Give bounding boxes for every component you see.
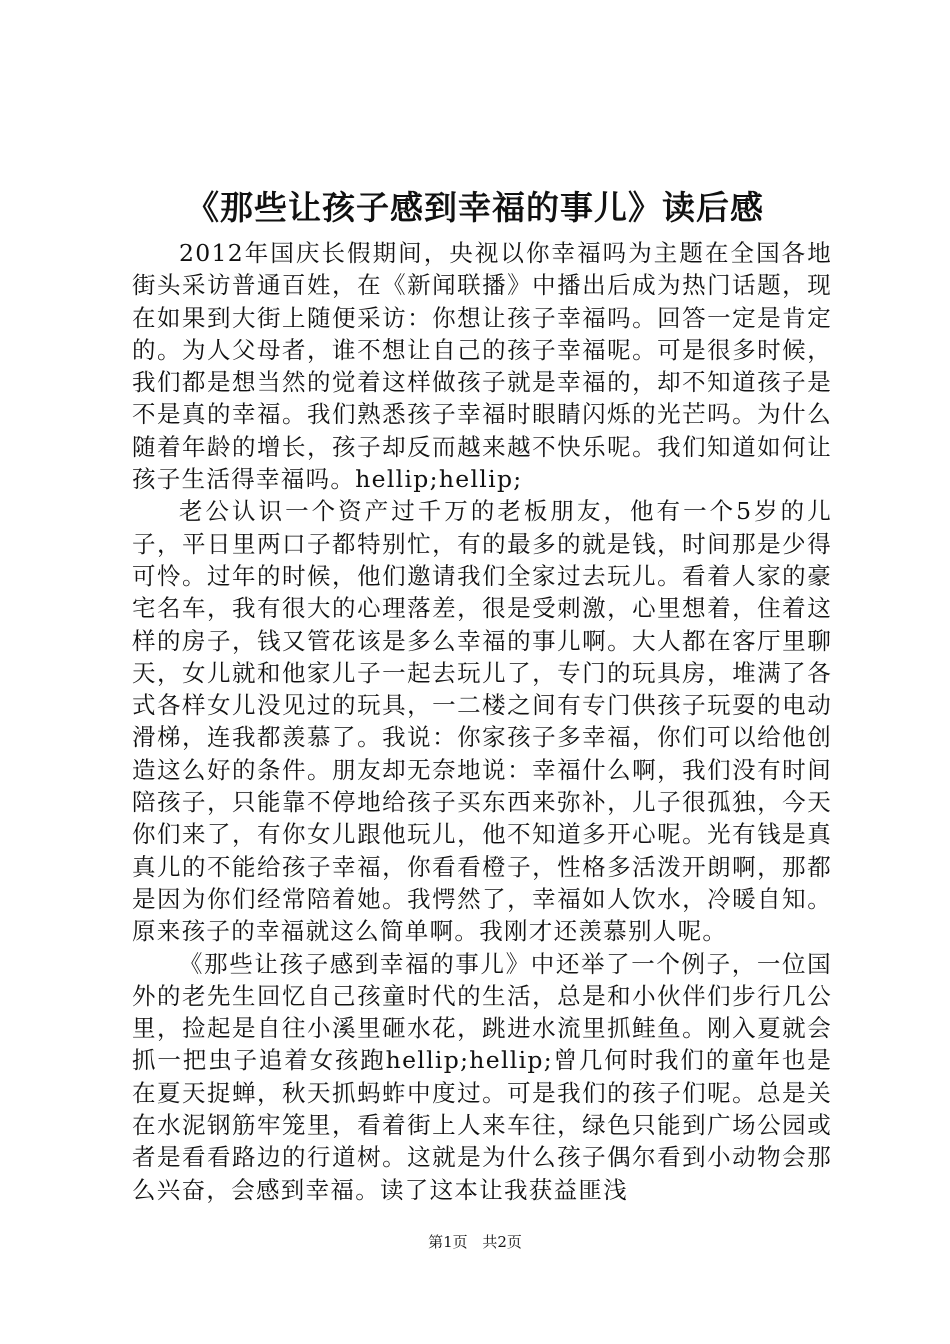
document-title: 《那些让孩子感到幸福的事儿》读后感: [186, 188, 764, 227]
paragraph: 《那些让孩子感到幸福的事儿》中还举了一个例子，一位国外的老先生回忆自己孩童时代的生活，总是和小伙伴们步行几公里，捡起是自往小溪里砸水花，跳进水流里抓鲑鱼。刚入夏就会抓一把虫子追着女孩跑hellip;hellip;曾几何时我们的童年也是在夏天捉蝉，秋天抓蚂蚱中度过。可是我们的孩子们呢。总是关在水泥钢筋牢笼里，看着街上人来车往，绿色只能到广场公园或者是看看路边的行道树。这就是为什么孩子偶尔看到小动物会那么兴奋，会感到幸福。读了这本让我获益匪浅: [132, 949, 832, 1204]
paragraph: 2012年国庆长假期间，央视以你幸福吗为主题在全国各地街头采访普通百姓，在《新闻联播》中播出后成为热门话题，现在如果到大街上随便采访：你想让孩子幸福吗。回答一定是肯定的。为人父母者，谁不想让自己的孩子幸福呢。可是很多时候，我们都是想当然的觉着这样做孩子就是幸福的，却不知道孩子是不是真的幸福。我们熟悉孩子幸福时眼睛闪烁的光芒吗。为什么随着年龄的增长，孩子却反而越来越不快乐呢。我们知道如何让孩子生活得幸福吗。hellip;hellip;: [132, 239, 832, 494]
page-number: 第1页: [428, 1233, 468, 1251]
page-total: 共2页: [482, 1233, 522, 1251]
paragraph: 老公认识一个资产过千万的老板朋友，他有一个5岁的儿子，平日里两口子都特别忙，有的最多的就是钱，时间那是少得可怜。过年的时候，他们邀请我们全家过去玩儿。看着人家的豪宅名车，我有很大的心理落差，很是受刺激，心里想着，住着这样的房子，钱又管花该是多么幸福的事儿啊。大人都在客厅里聊天，女儿就和他家儿子一起去玩儿了，专门的玩具房，堆满了各式各样女儿没见过的玩具，一二楼之间有专门供孩子玩耍的电动滑梯，连我都羡慕了。我说：你家孩子多幸福，你们可以给他创造这么好的条件。朋友却无奈地说：幸福什么啊，我们没有时间陪孩子，只能靠不停地给孩子买东西来弥补，儿子很孤独，今天你们来了，有你女儿跟他玩儿，他不知道多开心呢。光有钱是真真儿的不能给孩子幸福，你看看橙子，性格多活泼开朗啊，那都是因为你们经常陪着她。我愕然了，幸福如人饮水，冷暖自知。原来孩子的幸福就这么简单啊。我刚才还羡慕别人呢。: [132, 497, 832, 946]
page-footer: [0, 1232, 950, 1252]
document-body: [132, 237, 832, 1206]
